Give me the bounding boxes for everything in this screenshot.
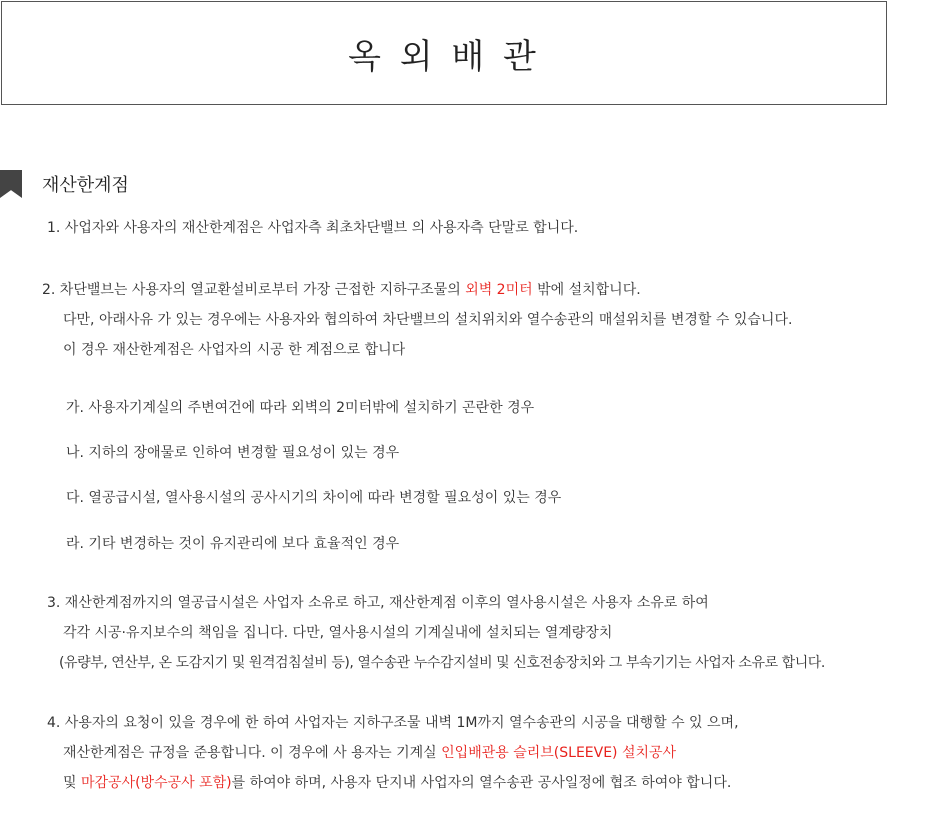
item-1: 1. 사업자와 사용자의 재산한계점은 사업자측 최초차단밸브 의 사용자측 단말로 합니다. <box>47 220 579 236</box>
sub-item-ra: 라. 기타 변경하는 것이 유지관리에 보다 효율적인 경우 <box>66 536 400 552</box>
item-4-line-1: 4. 사용자의 요청이 있을 경우에 한 하여 사업자는 지하구조물 내벽 1M까지 열수송관의 시공을 대행할 수 있 으며, <box>47 715 739 731</box>
item-2-text-b: 밖에 설치합니다. <box>532 282 641 298</box>
sub-item-da: 다. 열공급시설, 열사용시설의 공사시기의 차이에 따라 변경할 필요성이 있는 경우 <box>66 490 562 506</box>
section-title: 재산한계점 <box>42 175 129 196</box>
item-3-line-3: (유량부, 연산부, 온 도감지기 및 원격검침설비 등), 열수송관 누수감지설비 및 신호전송장치와 그 부속기기는 사업자 소유로 합니다. <box>59 655 825 671</box>
item-4-line-3 <box>63 773 731 793</box>
section-header <box>0 170 129 198</box>
page-title: 옥 외 배 관 <box>348 36 540 77</box>
item-2-text-a: 2. 차단밸브는 사용자의 열교환설비로부터 가장 근접한 지하구조물의 <box>42 282 466 298</box>
item-3-line-2: 각각 시공·유지보수의 책임을 집니다. 다만, 열사용시설의 기계실내에 설치되는 열계량장치 <box>63 625 613 641</box>
item-2-line-3: 이 경우 재산한계점은 사업자의 시공 한 계점으로 합니다 <box>63 342 406 358</box>
item-4-highlight-sleeve: 인입배관용 슬리브(SLEEVE) 설치공사 <box>441 745 677 761</box>
item-2-line-2: 다만, 아래사유 가 있는 경우에는 사용자와 협의하여 차단밸브의 설치위치와 열수송관의 매설위치를 변경할 수 있습니다. <box>63 312 793 328</box>
item-3-line-1: 3. 재산한계점까지의 열공급시설은 사업자 소유로 하고, 재산한계점 이후의 열사용시설은 사용자 소유로 하여 <box>47 595 709 611</box>
item-4-text-b: 및 <box>63 775 81 791</box>
sub-item-ga: 가. 사용자기계실의 주변여건에 따라 외벽의 2미터밖에 설치하기 곤란한 경우 <box>66 400 535 416</box>
item-4-text-c: 를 하여야 하며, 사용자 단지내 사업자의 열수송관 공사일정에 협조 하여야 합니다. <box>231 775 732 791</box>
sub-item-na: 나. 지하의 장애물로 인하여 변경할 필요성이 있는 경우 <box>66 445 400 461</box>
bookmark-icon <box>0 170 22 198</box>
item-4-text-a: 재산한계점은 규정을 준용합니다. 이 경우에 사 용자는 기계실 <box>63 745 442 761</box>
item-4-line-2 <box>63 743 676 763</box>
page-title-box <box>1 1 887 105</box>
item-2-line-1 <box>42 280 641 300</box>
item-4-highlight-finish: 마감공사(방수공사 포함) <box>80 775 232 791</box>
item-2-highlight: 외벽 2미터 <box>465 282 533 298</box>
